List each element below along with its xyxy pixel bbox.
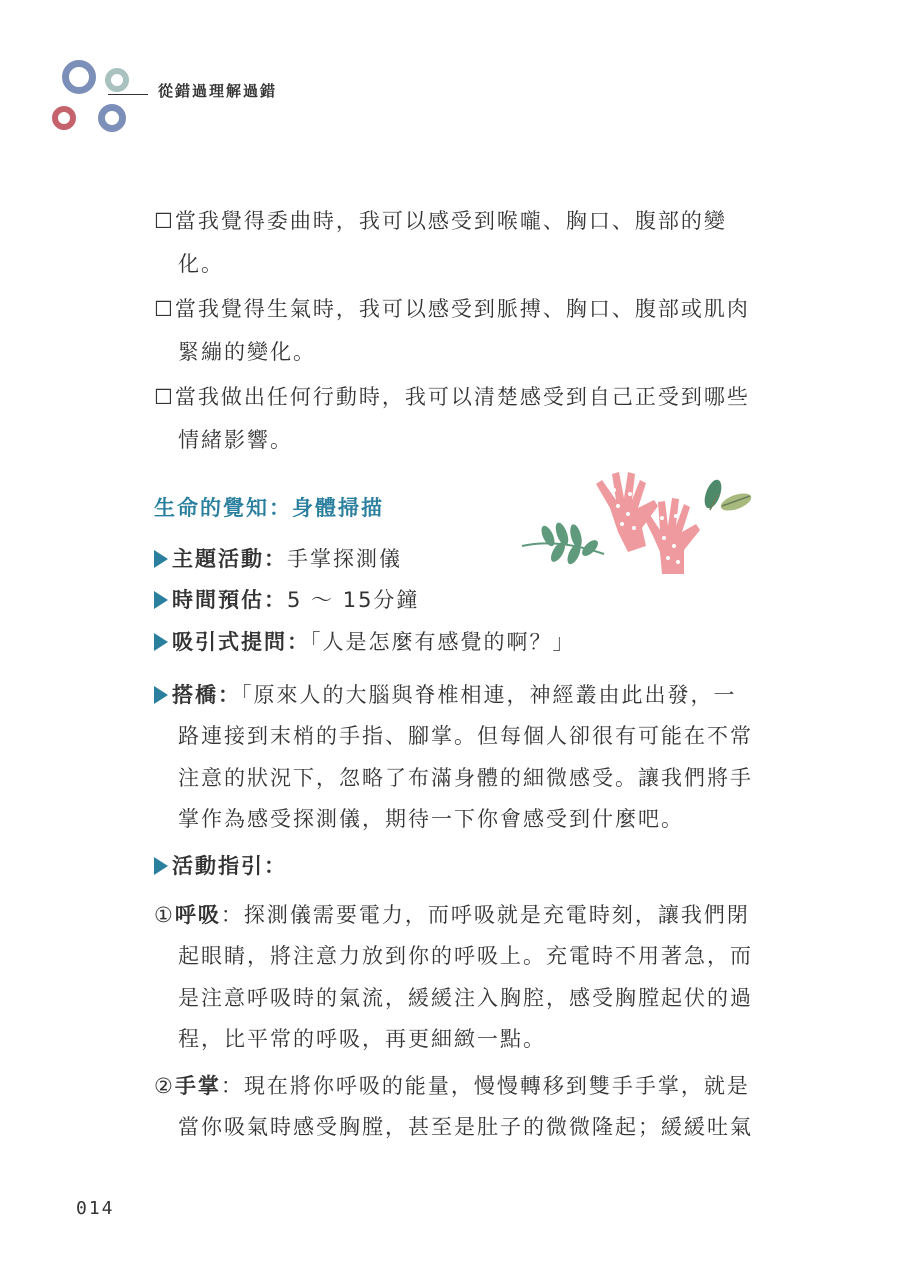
checkbox-icon: ☐ xyxy=(154,297,175,321)
checklist-item xyxy=(154,205,727,235)
step-text: 是注意呼吸時的氣流，緩緩注入胸腔，感受胸膛起伏的過 xyxy=(178,986,753,1010)
checklist-text: 緊繃的變化。 xyxy=(178,340,316,364)
step-item xyxy=(154,1070,750,1100)
header-rule xyxy=(108,94,148,95)
page-number: 014 xyxy=(76,1198,115,1219)
step-text: ：探測儀需要電力，而呼吸就是充電時刻，讓我們閉 xyxy=(220,903,750,927)
step-marker: ① xyxy=(154,903,175,927)
topic-value: 手掌探測儀 xyxy=(287,547,402,571)
triangle-bullet-icon xyxy=(154,550,168,568)
step-text: 起眼睛，將注意力放到你的呼吸上。充電時不用著急，而 xyxy=(178,944,753,968)
triangle-bullet-icon xyxy=(154,686,168,704)
step-label: 手掌 xyxy=(174,1074,221,1098)
step-text: 當你吸氣時感受胸膛，甚至是肚子的微微隆起；緩緩吐氣 xyxy=(178,1115,753,1139)
leaf-sprig-icon xyxy=(522,521,604,566)
triangle-bullet-icon xyxy=(154,633,168,651)
time-item xyxy=(154,584,419,614)
checkbox-icon: ☐ xyxy=(154,209,175,233)
leaves-icon xyxy=(701,478,753,515)
step-label: 呼吸 xyxy=(174,903,221,927)
checklist-item xyxy=(154,293,750,323)
checklist-text: 當我做出任何行動時，我可以清楚感受到自己正受到哪些 xyxy=(174,385,750,409)
question-label: 吸引式提問： xyxy=(172,630,310,654)
checklist-text: 當我覺得委曲時，我可以感受到喉嚨、胸口、腹部的變 xyxy=(174,209,727,233)
triangle-bullet-icon xyxy=(154,591,168,609)
guide-label: 活動指引： xyxy=(172,854,287,878)
step-text: ：現在將你呼吸的能量，慢慢轉移到雙手手掌，就是 xyxy=(220,1074,750,1098)
checkbox-icon: ☐ xyxy=(154,385,175,409)
gloves-illustration xyxy=(518,466,758,578)
blue-circle-icon xyxy=(62,60,96,94)
section-heading: 生命的覺知：身體掃描 xyxy=(154,496,384,520)
bridge-text: 路連接到末梢的手指、腳掌。但每個人卻很有可能在不常 xyxy=(178,724,753,748)
bridge-item xyxy=(154,679,737,709)
topic-item xyxy=(154,543,402,573)
left-glove-icon xyxy=(596,472,658,552)
step-marker: ② xyxy=(154,1074,175,1098)
bridge-text: 掌作為感受探測儀，期待一下你會感受到什麼吧。 xyxy=(178,807,684,831)
bridge-label: 搭橋： xyxy=(172,683,241,707)
checklist-text: 當我覺得生氣時，我可以感受到脈搏、胸口、腹部或肌肉 xyxy=(174,297,750,321)
bridge-text: 「原來人的大腦與脊椎相連，神經叢由此出發，一 xyxy=(241,683,737,707)
time-label: 時間預估： xyxy=(172,588,287,612)
checklist-item xyxy=(154,381,750,411)
sage-circle-icon xyxy=(105,68,129,92)
blue-small-circle-icon xyxy=(98,104,126,132)
triangle-bullet-icon xyxy=(154,857,168,875)
guide-item xyxy=(154,850,287,880)
question-value: 「人是怎麼有感覺的啊？」 xyxy=(310,630,576,654)
question-item xyxy=(154,626,576,656)
step-text: 程，比平常的呼吸，再更細緻一點。 xyxy=(178,1027,546,1051)
decorative-circles xyxy=(48,56,138,138)
time-value: 5 ～ 15分鐘 xyxy=(287,588,420,612)
topic-label: 主題活動： xyxy=(172,547,287,571)
checklist-text: 情緒影響。 xyxy=(178,428,293,452)
red-circle-icon xyxy=(52,106,76,130)
running-title: 從錯過理解過錯 xyxy=(158,82,278,100)
checklist-text: 化。 xyxy=(178,252,224,276)
step-item xyxy=(154,899,750,929)
bridge-text: 注意的狀況下，忽略了布滿身體的細微感受。讓我們將手 xyxy=(178,766,753,790)
